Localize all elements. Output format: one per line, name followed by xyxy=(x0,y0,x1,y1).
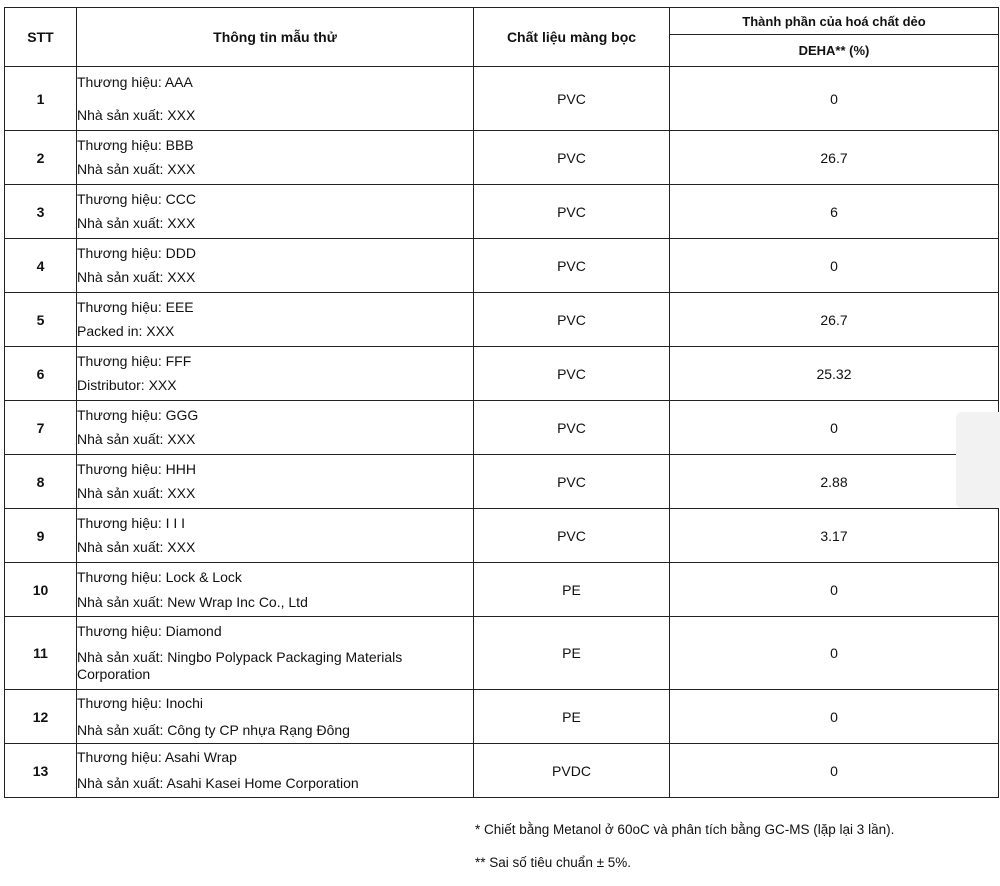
row-deha: 0 xyxy=(670,617,999,690)
row-sample-info xyxy=(77,617,474,690)
footnotes xyxy=(475,820,894,886)
row-deha: 25.32 xyxy=(670,347,999,401)
footnote-error: ** Sai số tiêu chuẩn ± 5%. xyxy=(475,855,632,870)
row-material: PVC xyxy=(474,509,670,563)
table-row xyxy=(5,239,999,293)
row-material: PVC xyxy=(474,293,670,347)
row-brand: Thương hiệu: Diamond xyxy=(77,623,222,639)
row-material: PVC xyxy=(474,67,670,131)
table-row xyxy=(5,690,999,744)
row-deha: 0 xyxy=(670,563,999,617)
row-material: PE xyxy=(474,690,670,744)
deha-results-table xyxy=(4,7,999,798)
table-row xyxy=(5,401,999,455)
header-deha: DEHA** (%) xyxy=(670,35,999,67)
row-sample-info xyxy=(77,690,474,744)
row-sample-info xyxy=(77,563,474,617)
row-sample-info xyxy=(77,67,474,131)
row-brand: Thương hiệu: EEE xyxy=(77,299,194,315)
header-material: Chất liệu màng bọc xyxy=(474,8,670,67)
row-sample-info xyxy=(77,744,474,798)
row-deha: 0 xyxy=(670,239,999,293)
row-maker: Nhà sản xuất: XXX xyxy=(77,161,196,177)
row-brand: Thương hiệu: CCC xyxy=(77,191,196,207)
row-stt: 12 xyxy=(5,690,77,744)
row-sample-info xyxy=(77,455,474,509)
table-row xyxy=(5,744,999,798)
row-maker: Nhà sản xuất: XXX xyxy=(77,485,196,501)
row-deha: 3.17 xyxy=(670,509,999,563)
row-stt: 5 xyxy=(5,293,77,347)
table-row xyxy=(5,185,999,239)
table-row xyxy=(5,455,999,509)
row-deha: 0 xyxy=(670,401,999,455)
row-brand: Thương hiệu: DDD xyxy=(77,245,196,261)
row-brand: Thương hiệu: FFF xyxy=(77,353,192,369)
row-maker: Nhà sản xuất: XXX xyxy=(77,539,196,555)
row-stt: 10 xyxy=(5,563,77,617)
header-composition: Thành phần của hoá chất dẻo xyxy=(670,8,999,35)
row-maker: Packed in: XXX xyxy=(77,323,175,339)
row-sample-info xyxy=(77,185,474,239)
row-stt: 1 xyxy=(5,67,77,131)
row-sample-info xyxy=(77,401,474,455)
footnote-extraction: * Chiết bằng Metanol ở 60oC và phân tích bằng GC-MS (lặp lại 3 lần). xyxy=(475,822,895,837)
row-sample-info xyxy=(77,239,474,293)
row-stt: 2 xyxy=(5,131,77,185)
table-row xyxy=(5,509,999,563)
row-sample-info xyxy=(77,293,474,347)
row-deha: 0 xyxy=(670,690,999,744)
row-material: PVC xyxy=(474,131,670,185)
row-maker: Distributor: XXX xyxy=(77,377,177,393)
row-brand: Thương hiệu: Lock & Lock xyxy=(77,568,242,585)
row-deha: 26.7 xyxy=(670,293,999,347)
row-brand: Thương hiệu: HHH xyxy=(77,461,196,477)
row-sample-info xyxy=(77,347,474,401)
row-maker: Nhà sản xuất: XXX xyxy=(77,269,196,285)
table-row xyxy=(5,67,999,131)
row-maker: Nhà sản xuất: Asahi Kasei Home Corporation xyxy=(77,775,359,791)
row-maker: Nhà sản xuất: Ningbo Polypack Packaging Materials Corporation xyxy=(77,649,403,682)
row-stt: 6 xyxy=(5,347,77,401)
row-brand: Thương hiệu: BBB xyxy=(77,137,194,153)
row-deha: 0 xyxy=(670,744,999,798)
table-row xyxy=(5,131,999,185)
row-material: PVDC xyxy=(474,744,670,798)
row-maker: Nhà sản xuất: XXX xyxy=(77,431,196,447)
row-material: PE xyxy=(474,563,670,617)
row-brand: Thương hiệu: Asahi Wrap xyxy=(77,749,237,765)
row-stt: 11 xyxy=(5,617,77,690)
row-stt: 3 xyxy=(5,185,77,239)
row-material: PVC xyxy=(474,239,670,293)
row-maker: Nhà sản xuất: XXX xyxy=(77,106,196,123)
row-material: PVC xyxy=(474,347,670,401)
row-material: PVC xyxy=(474,455,670,509)
row-brand: Thương hiệu: Inochi xyxy=(77,694,203,711)
row-maker: Nhà sản xuất: New Wrap Inc Co., Ltd xyxy=(77,593,308,610)
row-material: PE xyxy=(474,617,670,690)
row-deha: 0 xyxy=(670,67,999,131)
row-material: PVC xyxy=(474,185,670,239)
row-deha: 26.7 xyxy=(670,131,999,185)
header-stt: STT xyxy=(5,8,77,67)
header-sample-info: Thông tin mẫu thử xyxy=(77,8,474,67)
row-maker: Nhà sản xuất: Công ty CP nhựa Rạng Đông xyxy=(77,721,350,738)
row-stt: 13 xyxy=(5,744,77,798)
row-material: PVC xyxy=(474,401,670,455)
table-row xyxy=(5,563,999,617)
table-row xyxy=(5,347,999,401)
row-sample-info xyxy=(77,509,474,563)
row-brand: Thương hiệu: GGG xyxy=(77,407,199,423)
row-stt: 4 xyxy=(5,239,77,293)
row-maker: Nhà sản xuất: XXX xyxy=(77,215,196,231)
row-stt: 8 xyxy=(5,455,77,509)
row-sample-info xyxy=(77,131,474,185)
row-stt: 7 xyxy=(5,401,77,455)
row-brand: Thương hiệu: I I I xyxy=(77,515,186,531)
row-brand: Thương hiệu: AAA xyxy=(77,73,193,90)
row-stt: 9 xyxy=(5,509,77,563)
table-row xyxy=(5,293,999,347)
side-scroll-tab[interactable] xyxy=(956,412,1000,508)
row-deha: 2.88 xyxy=(670,455,999,509)
row-deha: 6 xyxy=(670,185,999,239)
table-row xyxy=(5,617,999,690)
